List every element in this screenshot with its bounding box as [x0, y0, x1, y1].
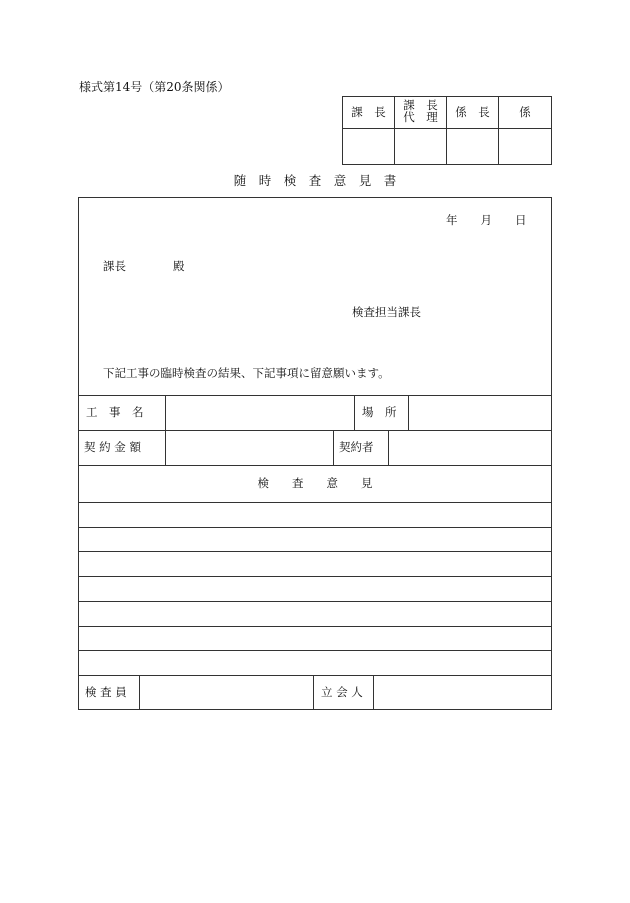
- contract-amount-field[interactable]: [166, 431, 333, 465]
- project-name-label: 工 事 名: [86, 405, 144, 419]
- inspector-title: 検査担当課長: [352, 305, 421, 319]
- opinion-line-6[interactable]: [79, 627, 551, 650]
- opinion-line-3[interactable]: [79, 552, 551, 576]
- approval-stamp-cell-4[interactable]: [499, 129, 551, 164]
- contract-amount-label: 契 約 金 額: [84, 440, 141, 454]
- witness-field[interactable]: [374, 676, 551, 709]
- project-name-field[interactable]: [166, 396, 354, 430]
- opinion-header: 検 査 意 見: [257, 476, 373, 490]
- contractor-field[interactable]: [389, 431, 551, 465]
- opinion-line-7[interactable]: [79, 651, 551, 675]
- form-number: 様式第14号（第20条関係）: [79, 80, 230, 94]
- approval-stamp-cell-1[interactable]: [343, 129, 394, 164]
- approval-header-subsection-chief: 係 長: [455, 105, 490, 119]
- witness-label: 立 会 人: [321, 685, 363, 699]
- location-field[interactable]: [409, 396, 551, 430]
- approval-stamp-cell-2[interactable]: [395, 129, 446, 164]
- opinion-line-4[interactable]: [79, 577, 551, 601]
- inspector-label: 検 査 員: [85, 685, 127, 699]
- inspector-field[interactable]: [140, 676, 313, 709]
- opinion-line-1[interactable]: [79, 503, 551, 527]
- intro-text: 下記工事の臨時検査の結果、下記事項に留意願います。: [103, 366, 390, 380]
- approval-stamp-box: [342, 96, 552, 165]
- approval-header-deputy-chief: 課 長 代 理: [403, 98, 438, 125]
- approval-header-section-chief: 課 長: [351, 105, 386, 119]
- addressee-label: 課長: [103, 259, 126, 273]
- opinion-line-5[interactable]: [79, 602, 551, 626]
- addressee-honorific: 殿: [173, 259, 185, 273]
- document-title: 随 時 検 査 意 見 書: [233, 173, 397, 188]
- main-form: [78, 197, 552, 710]
- approval-stamp-cell-3[interactable]: [447, 129, 498, 164]
- date-line: 年 月 日: [446, 213, 527, 227]
- contractor-label: 契約者: [339, 440, 374, 454]
- approval-header-staff: 係: [519, 105, 531, 119]
- location-label: 場 所: [362, 405, 397, 419]
- opinion-line-2[interactable]: [79, 528, 551, 551]
